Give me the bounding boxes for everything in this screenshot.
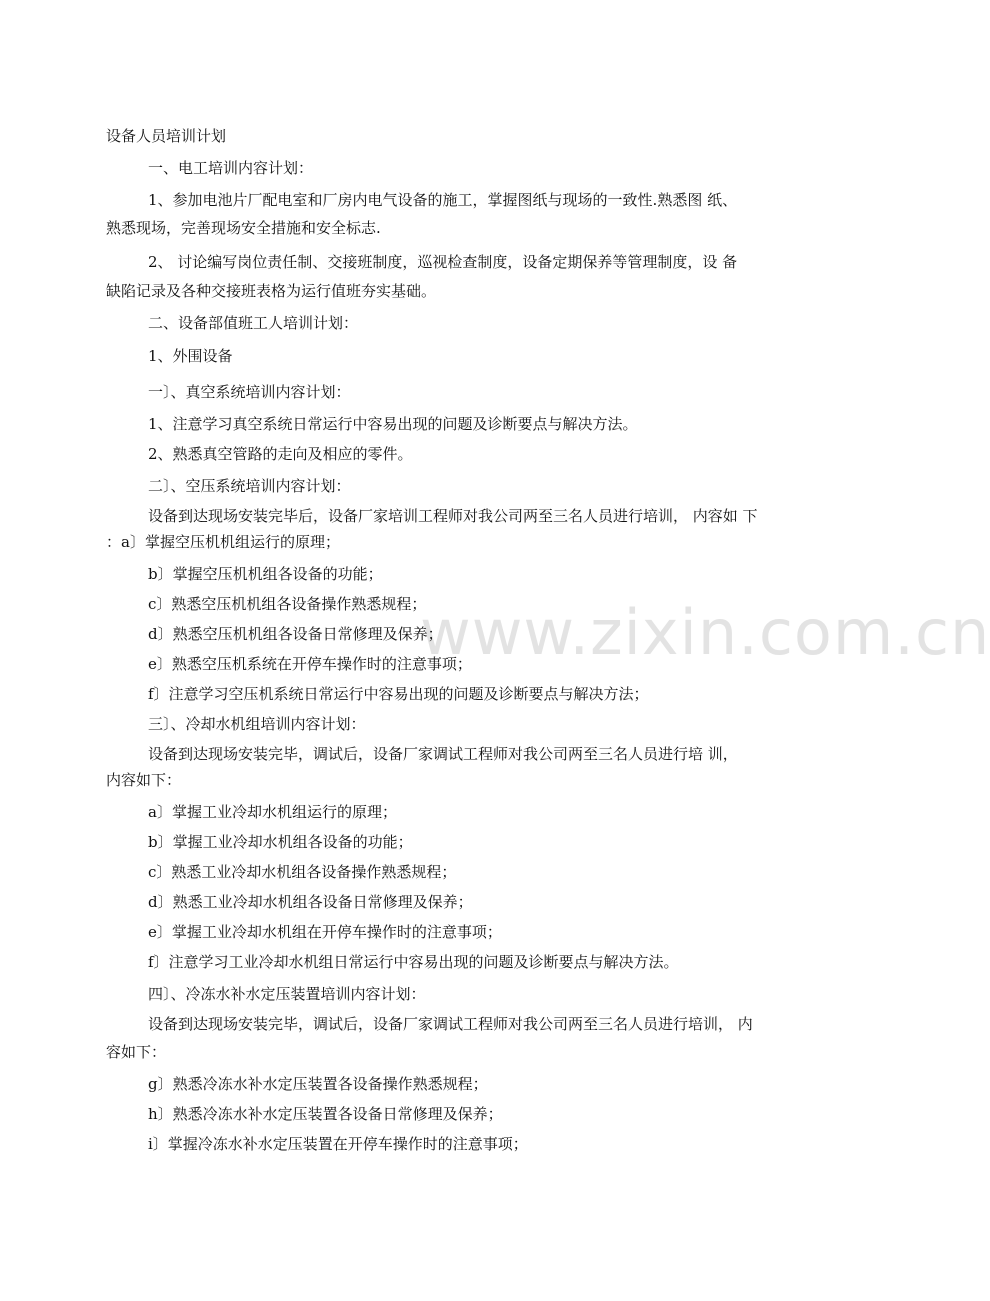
list-item: b〕掌握工业冷却水机组各设备的功能； [148, 833, 413, 851]
list-item: d〕熟悉空压机机组各设备日常修理及保养； [148, 625, 443, 643]
section-heading: 一、电工培训内容计划： [148, 159, 314, 177]
list-item: i〕掌握冷冻水补水定压装置在开停车操作时的注意事项； [148, 1135, 528, 1153]
subsection-heading: 一〕、真空系统培训内容计划： [148, 383, 351, 401]
subsection-heading: 1、外围设备 [148, 347, 233, 365]
list-item: f〕注意学习工业冷却水机组日常运行中容易出现的问题及诊断要点与解决方法。 [148, 953, 679, 971]
paragraph-line: 内容如下： [106, 771, 182, 789]
watermark: www.zixin.com.cn [420, 596, 990, 669]
paragraph-line: 容如下： [106, 1043, 167, 1061]
list-item: c〕熟悉工业冷却水机组各设备操作熟悉规程； [148, 863, 457, 881]
paragraph-line: 缺陷记录及各种交接班表格为运行值班夯实基础。 [106, 282, 437, 300]
paragraph-line: 设备到达现场安装完毕，调试后，设备厂家调试工程师对我公司两至三名人员进行培 训， [148, 745, 738, 763]
paragraph-line: 熟悉现场，完善现场安全措施和安全标志. [106, 219, 381, 237]
document-title: 设备人员培训计划 [106, 127, 227, 145]
list-item: 1、注意学习真空系统日常运行中容易出现的问题及诊断要点与解决方法。 [148, 415, 638, 433]
list-item: a〕掌握工业冷却水机组运行的原理； [148, 803, 397, 821]
subsection-heading: 二〕、空压系统培训内容计划： [148, 477, 351, 495]
list-item: g〕熟悉冷冻水补水定压装置各设备操作熟悉规程； [148, 1075, 488, 1093]
list-item: h〕熟悉冷冻水补水定压装置各设备日常修理及保养； [148, 1105, 503, 1123]
list-item: e〕掌握工业冷却水机组在开停车操作时的注意事项； [148, 923, 502, 941]
list-item: c〕熟悉空压机机组各设备操作熟悉规程； [148, 595, 427, 613]
subsection-heading: 四〕、冷冻水补水定压装置培训内容计划： [148, 985, 426, 1003]
list-item: d〕熟悉工业冷却水机组各设备日常修理及保养； [148, 893, 473, 911]
list-item: 2、熟悉真空管路的走向及相应的零件。 [148, 445, 413, 463]
paragraph-line: 设备到达现场安装完毕，调试后，设备厂家调试工程师对我公司两至三名人员进行培训， 内 [148, 1015, 753, 1033]
list-item: f〕注意学习空压机系统日常运行中容易出现的问题及诊断要点与解决方法； [148, 685, 649, 703]
subsection-heading: 三〕、冷却水机组培训内容计划： [148, 715, 366, 733]
list-item: e〕熟悉空压机系统在开停车操作时的注意事项； [148, 655, 472, 673]
list-item: b〕掌握空压机机组各设备的功能； [148, 565, 383, 583]
paragraph-line: 设备到达现场安装完毕后，设备厂家培训工程师对我公司两至三名人员进行培训， 内容如 下 [148, 507, 758, 525]
section-heading: 二、设备部值班工人培训计划： [148, 314, 359, 332]
paragraph-line: 1、参加电池片厂配电室和厂房内电气设备的施工，掌握图纸与现场的一致性.熟悉图 纸、 [148, 191, 738, 209]
paragraph-line: 2、 讨论编写岗位责任制、交接班制度，巡视检查制度，设备定期保养等管理制度，设 备 [148, 253, 738, 271]
list-item: ：a〕掌握空压机机组运行的原理； [106, 533, 340, 551]
